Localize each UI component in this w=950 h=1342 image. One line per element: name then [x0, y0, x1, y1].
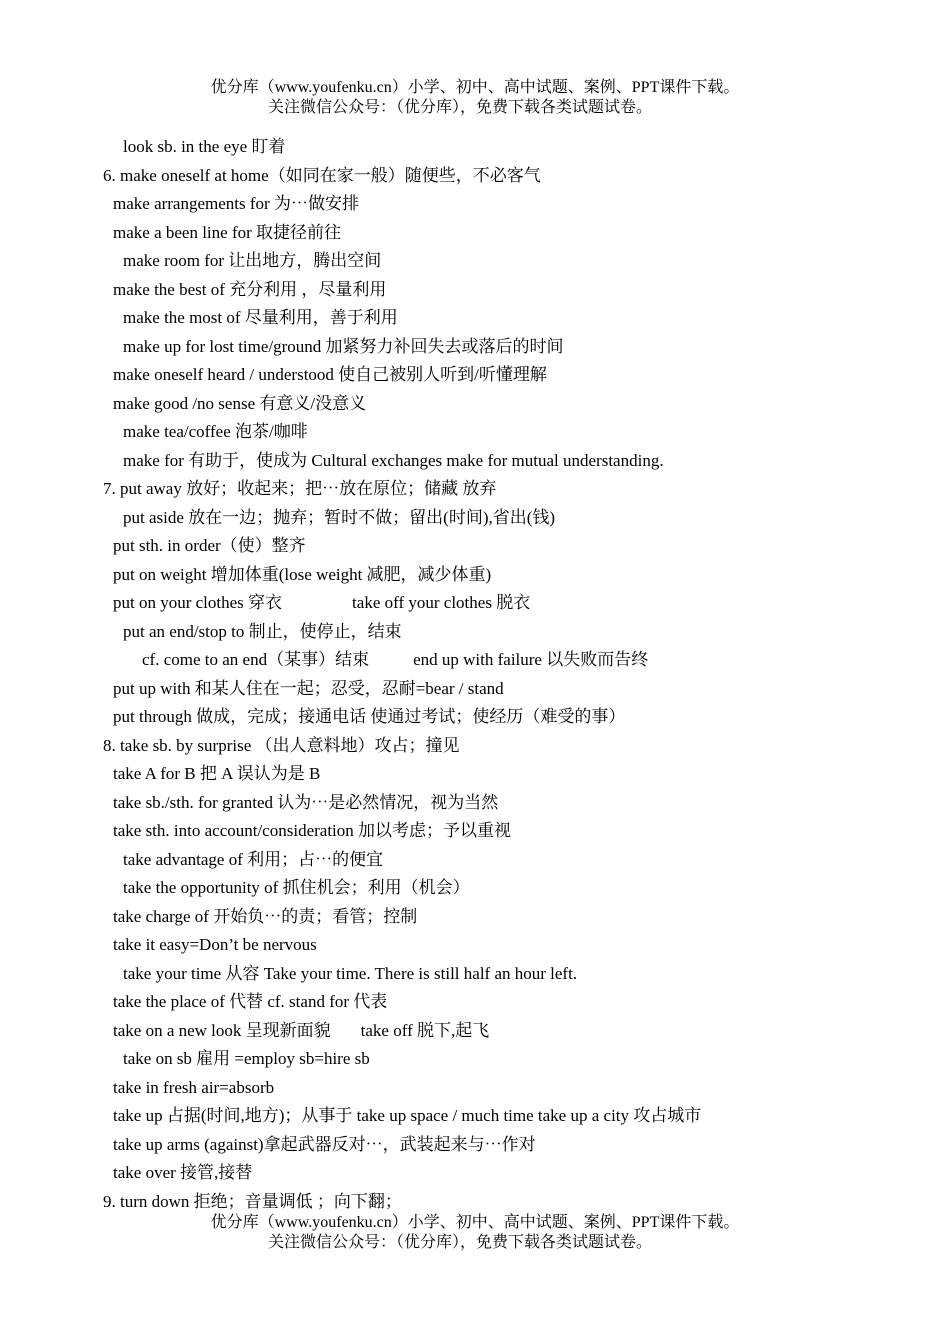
- list-item: take up arms (against)拿起武器反对⋯，武装起来与⋯作对: [113, 1134, 536, 1154]
- phrase-list: [0, 133, 950, 1216]
- list-item: [0, 646, 950, 675]
- page-footer: [0, 1213, 950, 1253]
- list-item: make room for 让出地方，腾出空间: [123, 251, 382, 270]
- list-item: put on weight 增加体重(lose weight 减肥，减少体重): [113, 564, 492, 584]
- list-item: make good /no sense 有意义/没意义: [113, 393, 367, 413]
- list-item: take in fresh air=absorb: [113, 1077, 275, 1097]
- list-item: put an end/stop to 制止，使停止，结束: [123, 621, 402, 641]
- list-item: put up with 和某人住在一起；忍受，忍耐=bear / stand: [113, 678, 504, 698]
- phrase-left: cf. come to an end（某事）结束: [142, 650, 370, 669]
- list-item: take on sb 雇用 =employ sb=hire sb: [123, 1049, 370, 1068]
- section-heading: 6. make oneself at home（如同在家一般）随便些，不必客气: [103, 165, 541, 185]
- list-item: make a been line for 取捷径前往: [113, 222, 342, 242]
- section-heading: 8. take sb. by surprise （出人意料地）攻占；撞见: [103, 735, 460, 755]
- list-item: take A for B 把 A 误认为是 B: [113, 764, 321, 783]
- list-item: make the best of 充分利用 ，尽量利用: [113, 279, 387, 299]
- list-item: make for 有助于，使成为 Cultural exchanges make for mutual understanding.: [123, 450, 664, 470]
- list-item: take your time 从容 Take your time. There is still half an hour left.: [123, 963, 578, 983]
- footer-line-1: 优分库（www.youfenku.cn）小学、初中、高中试题、案例、PPT课件下载。: [210, 1214, 740, 1231]
- list-item: take advantage of 利用；占⋯的便宜: [123, 849, 384, 869]
- list-item: take up 占据(时间,地方)；从事于 take up space / much time take up a city 攻占城市: [113, 1106, 702, 1125]
- page-header: [0, 78, 950, 118]
- list-item: make tea/coffee 泡茶/咖啡: [123, 422, 308, 441]
- list-item: take sth. into account/consideration 加以考虑；予以重视: [113, 821, 512, 840]
- footer-line-2: 关注微信公众号：（优分库），免费下载各类试题试卷。: [267, 1234, 652, 1251]
- section-heading: 7. put away 放好；收起来；把⋯放在原位；储藏 放弃: [103, 479, 497, 498]
- list-item: take over 接管,接替: [113, 1163, 253, 1182]
- list-item: take charge of 开始负⋯的责；看管；控制: [113, 906, 418, 926]
- list-item: put aside 放在一边；抛弃；暂时不做；留出(时间),省出(钱): [123, 507, 556, 527]
- list-item: look sb. in the eye 盯着: [123, 137, 286, 156]
- phrase-right: take off your clothes 脱衣: [352, 593, 531, 612]
- phrase-left: take on a new look 呈现新面貌: [113, 1020, 331, 1040]
- list-item: make up for lost time/ground 加紧努力补回失去或落后的时间: [123, 336, 564, 356]
- list-item: take the opportunity of 抓住机会；利用（机会）: [123, 878, 470, 897]
- list-item: put through 做成，完成；接通电话 使通过考试；使经历（难受的事）: [113, 707, 626, 726]
- list-item: [0, 589, 950, 618]
- list-item: take the place of 代替 cf. stand for 代表: [113, 992, 388, 1011]
- phrase-right: end up with failure 以失败而告终: [413, 650, 649, 669]
- list-item: make arrangements for 为⋯做安排: [113, 194, 359, 213]
- list-item: make the most of 尽量利用，善于利用: [123, 308, 398, 327]
- list-item: put sth. in order（使）整齐: [113, 536, 306, 555]
- list-item: take it easy=Don’t be nervous: [113, 935, 317, 954]
- header-line-1: 优分库（www.youfenku.cn）小学、初中、高中试题、案例、PPT课件下载。: [210, 79, 740, 96]
- list-item: [0, 1017, 950, 1046]
- phrase-right: take off 脱下,起飞: [360, 1020, 490, 1040]
- list-item: make oneself heard / understood 使自己被别人听到/听懂理解: [113, 365, 547, 384]
- header-line-2: 关注微信公众号：（优分库），免费下载各类试题试卷。: [267, 99, 652, 116]
- section-heading: 9. turn down 拒绝；音量调低 ；向下翻；: [103, 1191, 402, 1211]
- phrase-left: put on your clothes 穿衣: [113, 593, 283, 612]
- list-item: take sb./sth. for granted 认为⋯是必然情况，视为当然: [113, 792, 499, 812]
